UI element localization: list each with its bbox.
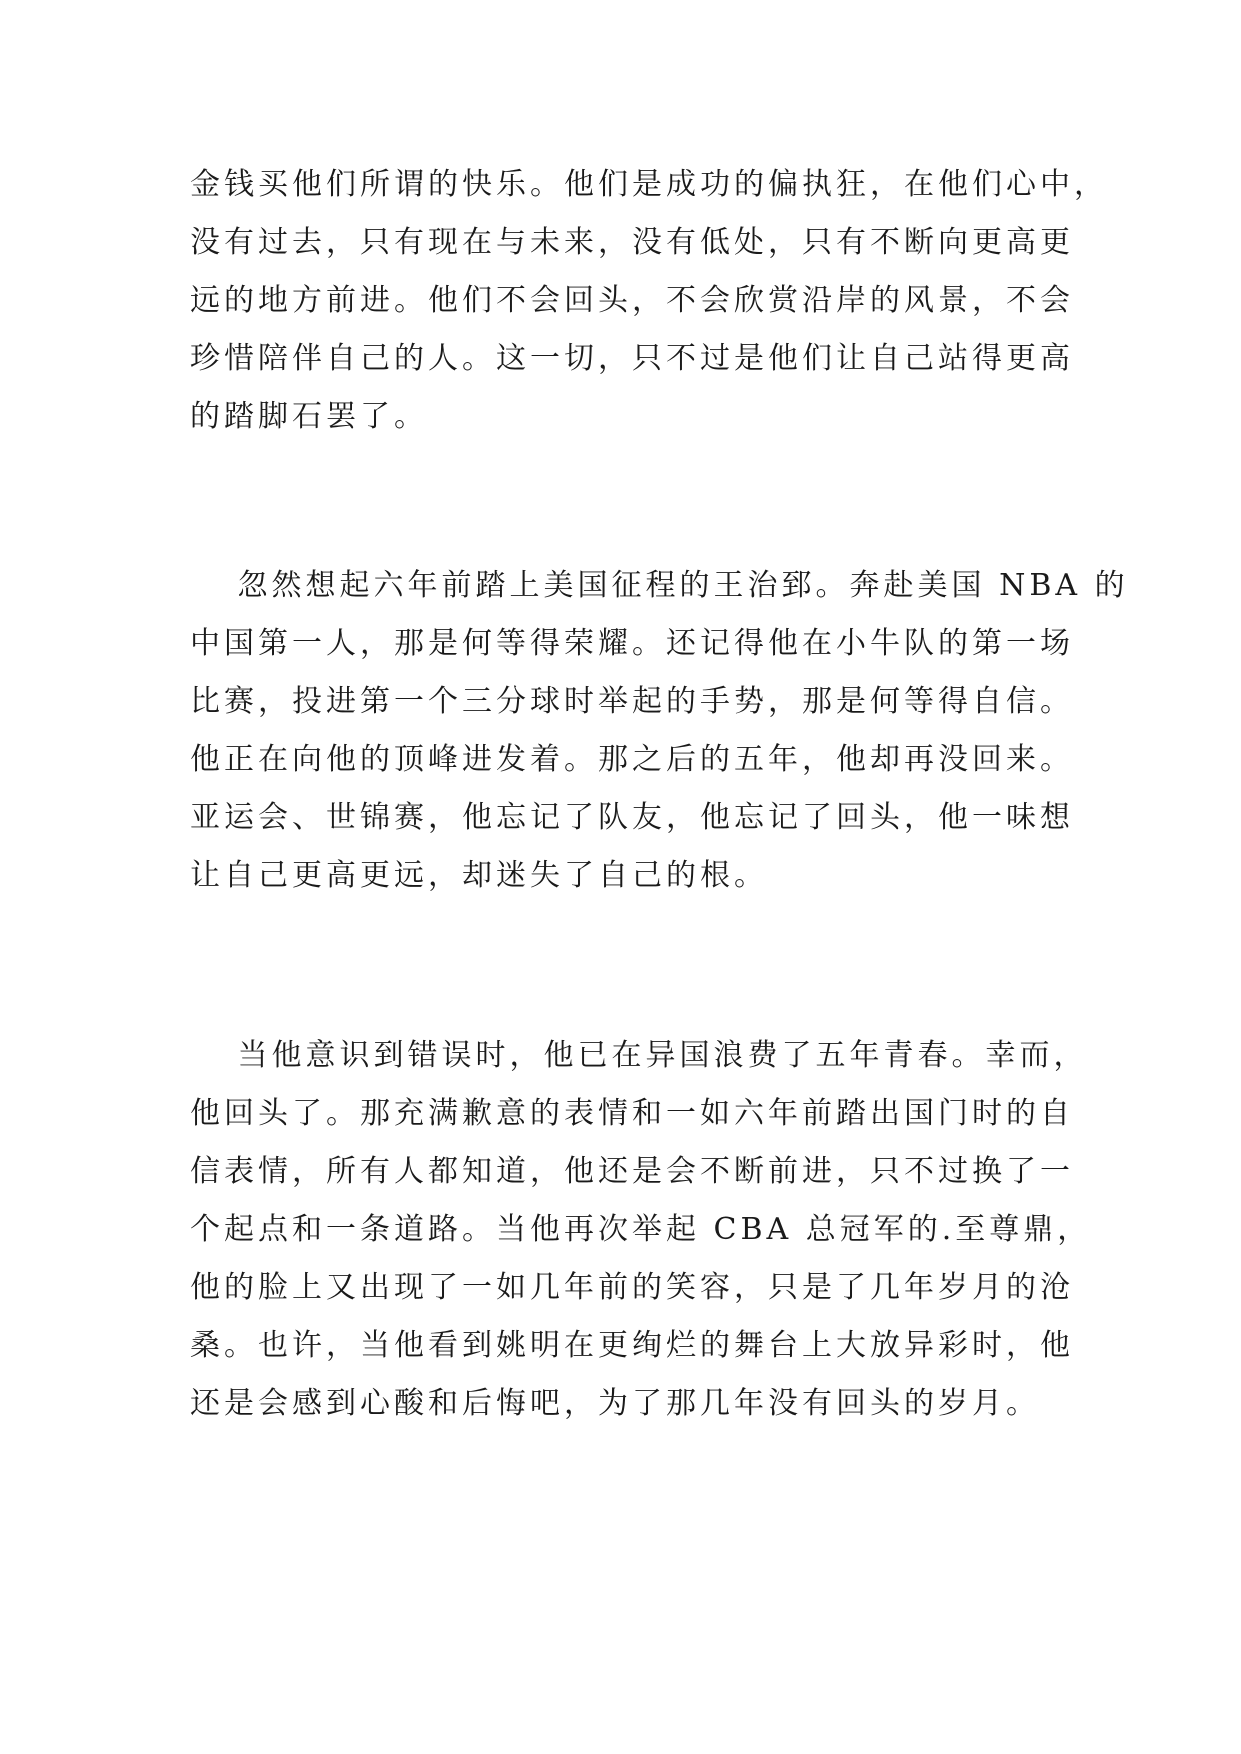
paragraph-1-line-2: 没有过去，只有现在与未来，没有低处，只有不断向更高更 <box>190 225 1074 260</box>
paragraph-2-line-3: 比赛，投进第一个三分球时举起的手势，那是何等得自信。 <box>190 684 1074 719</box>
paragraph-3-line-2: 他回头了。那充满歉意的表情和一如六年前踏出国门时的自 <box>190 1096 1074 1131</box>
paragraph-3-line-1: 当他意识到错误时，他已在异国浪费了五年青春。幸而， <box>190 1038 1088 1073</box>
paragraph-2-line-4: 他正在向他的顶峰进发着。那之后的五年，他却再没回来。 <box>190 742 1074 777</box>
paragraph-1 <box>190 156 1108 446</box>
paragraph-1-line-4: 珍惜陪伴自己的人。这一切，只不过是他们让自己站得更高 <box>190 341 1074 376</box>
paragraph-3-line-6: 桑。也许，当他看到姚明在更绚烂的舞台上大放异彩时，他 <box>190 1328 1074 1363</box>
paragraph-2-line-2: 中国第一人，那是何等得荣耀。还记得他在小牛队的第一场 <box>190 626 1074 661</box>
paragraph-2-line-1: 忽然想起六年前踏上美国征程的王治郅。奔赴美国 NBA 的 <box>190 568 1129 603</box>
paragraph-3-line-7: 还是会感到心酸和后悔吧，为了那几年没有回头的岁月。 <box>190 1386 1040 1421</box>
paragraph-1-line-1: 金钱买他们所谓的快乐。他们是成功的偏执狂，在他们心中， <box>190 167 1108 202</box>
paragraph-3-line-5: 他的脸上又出现了一如几年前的笑容，只是了几年岁月的沧 <box>190 1270 1074 1305</box>
paragraph-2-line-5: 亚运会、世锦赛，他忘记了队友，他忘记了回头，他一味想 <box>190 800 1074 835</box>
paragraph-3 <box>190 1027 1092 1433</box>
paragraph-1-line-5: 的踏脚石罢了。 <box>190 399 428 434</box>
paragraph-2 <box>190 557 1129 905</box>
paragraph-3-line-4: 个起点和一条道路。当他再次举起 CBA 总冠军的.至尊鼎， <box>190 1212 1092 1247</box>
paragraph-3-line-3: 信表情，所有人都知道，他还是会不断前进，只不过换了一 <box>190 1154 1074 1189</box>
paragraph-1-line-3: 远的地方前进。他们不会回头，不会欣赏沿岸的风景，不会 <box>190 283 1074 318</box>
paragraph-2-line-6: 让自己更高更远，却迷失了自己的根。 <box>190 858 768 893</box>
